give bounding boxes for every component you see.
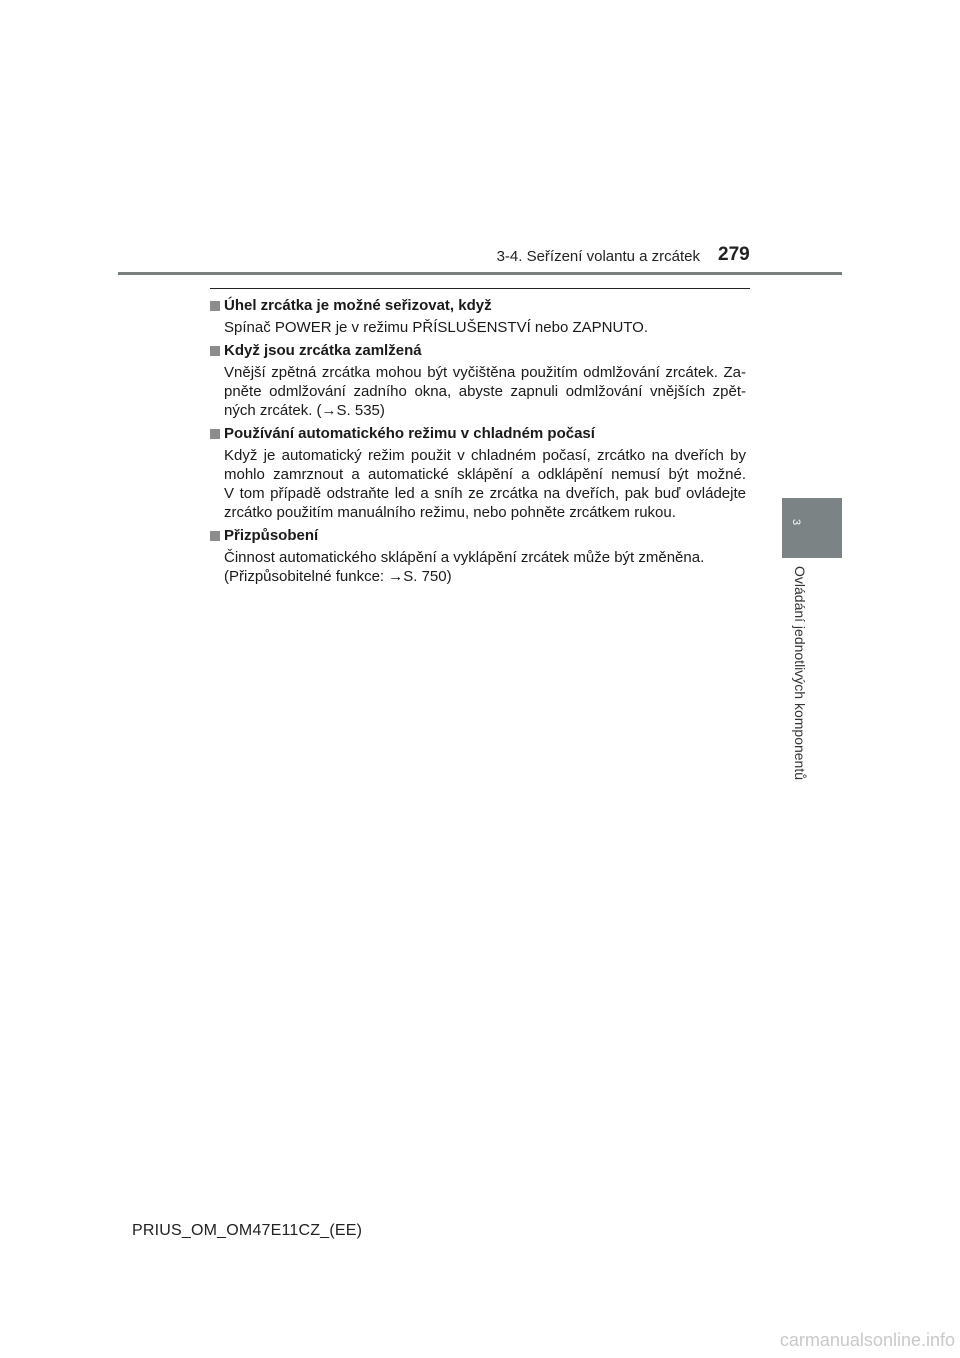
body-line: Vnější zpětná zrcátka mohou být vyčištěna použitím odmlžování zrcátek. Za- <box>224 364 746 381</box>
body-line: ných zrcátek. (→S. 535) <box>224 402 385 419</box>
chapter-label: Ovládání jednotlivých komponentů <box>792 566 808 781</box>
square-bullet-icon <box>210 301 220 311</box>
body-line: (Přizpůsobitelné funkce: →S. 750) <box>224 568 452 585</box>
chapter-tab <box>782 498 842 558</box>
chapter-number: 3 <box>790 518 802 526</box>
info-item <box>210 296 746 337</box>
body-line: Když je automatický režim použit v chladném počasí, zrcátko na dveřích by <box>224 447 746 464</box>
square-bullet-icon <box>210 531 220 541</box>
section-divider <box>210 288 750 289</box>
item-heading-text: Když jsou zrcátka zamlžená <box>224 342 422 359</box>
section-title: 3-4. Seřízení volantu a zrcátek <box>496 248 700 265</box>
item-body <box>224 318 746 337</box>
item-body <box>224 548 746 586</box>
item-heading-text: Přizpůsobení <box>224 527 319 544</box>
body-line: V tom případě odstraňte led a sníh ze zrcátka na dveřích, pak buď ovládejte <box>224 485 746 502</box>
watermark: carmanualsonline.info <box>779 1330 955 1350</box>
item-heading <box>210 341 746 361</box>
body-line: zrcátko použitím manuálního režimu, nebo pohněte zrcátkem rukou. <box>224 504 676 521</box>
body-line: pněte odmlžování zadního okna, abyste zapnuli odmlžování vnějších zpět- <box>224 383 746 400</box>
info-item <box>210 424 746 522</box>
info-item <box>210 526 746 586</box>
body-line: Spínač POWER je v režimu PŘÍSLUŠENSTVÍ nebo ZAPNUTO. <box>224 319 649 336</box>
page-number: 279 <box>718 244 750 265</box>
item-heading <box>210 424 746 444</box>
item-body <box>224 446 746 522</box>
header-rule <box>118 272 842 275</box>
document-code: PRIUS_OM_OM47E11CZ_(EE) <box>132 1222 363 1239</box>
body-line: Činnost automatického sklápění a vyklápění zrcátek může být změněna. <box>224 549 705 566</box>
item-heading-text: Používání automatického režimu v chladném počasí <box>224 425 595 442</box>
item-heading <box>210 296 746 316</box>
info-item <box>210 341 746 420</box>
square-bullet-icon <box>210 429 220 439</box>
body-line: mohlo zamrznout a automatické sklápění a odklápění nemusí být možné. <box>224 466 746 483</box>
square-bullet-icon <box>210 346 220 356</box>
item-body <box>224 363 746 420</box>
item-heading <box>210 526 746 546</box>
item-heading-text: Úhel zrcátka je možné seřizovat, když <box>224 297 492 314</box>
content <box>210 296 746 590</box>
